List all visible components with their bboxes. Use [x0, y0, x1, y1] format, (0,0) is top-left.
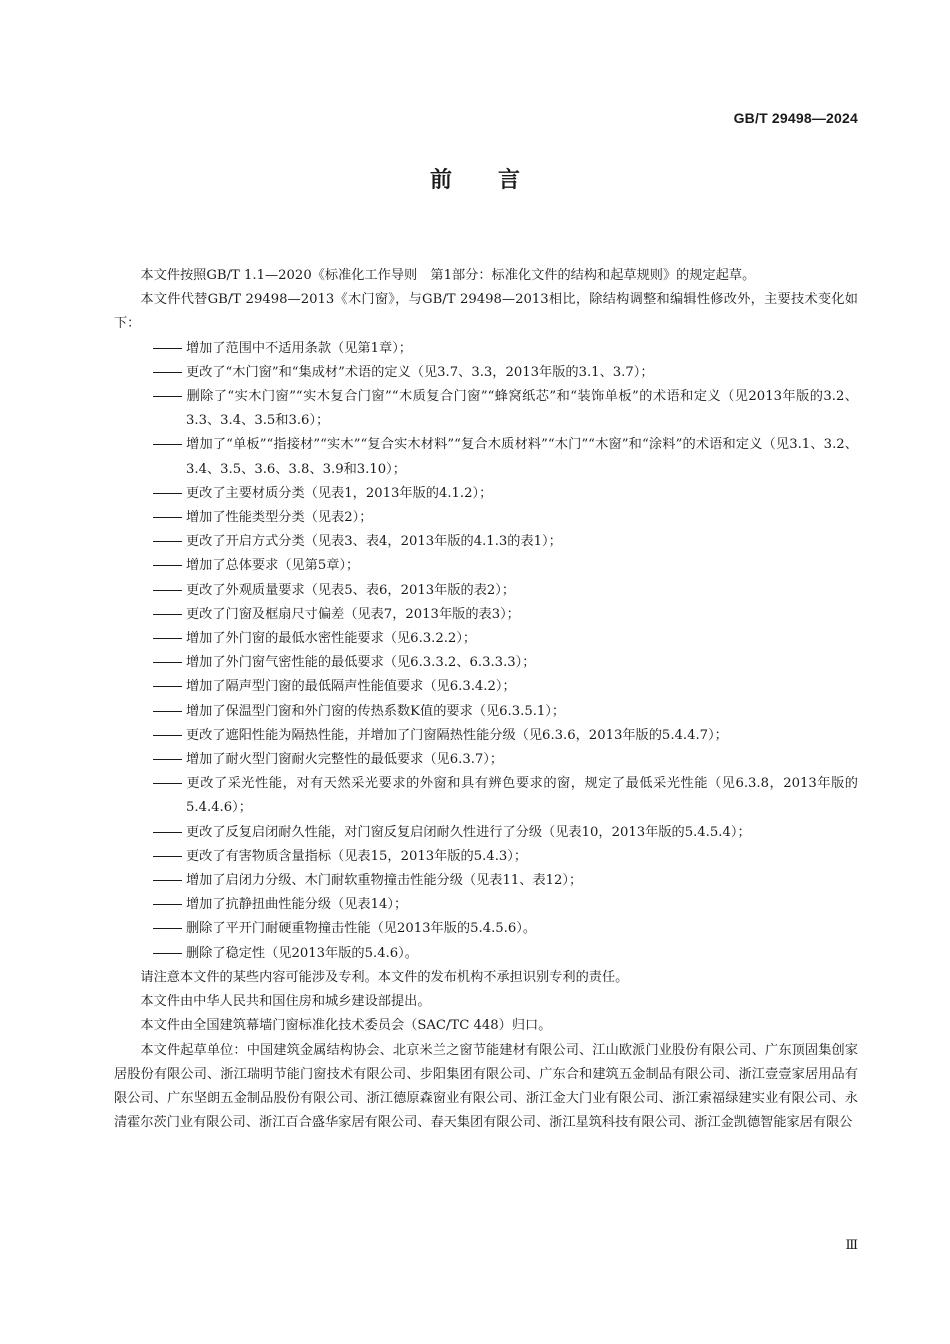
dash-mark	[153, 869, 186, 893]
change-item: 增加了隔声型门窗的最低隔声性能值要求（见6.3.4.2）；	[114, 675, 858, 699]
dash-mark	[153, 554, 186, 578]
dash-mark	[153, 917, 186, 941]
document-body	[114, 264, 858, 1135]
closing-paragraph: 本文件由全国建筑幕墙门窗标准化技术委员会（SAC/TC 448）归口。	[140, 1018, 552, 1034]
dash-mark	[153, 651, 186, 675]
dash-mark	[153, 627, 186, 651]
intro-paragraph: 本文件代替GB/T 29498—2013《木门窗》，与GB/T 29498—2013相比，除结构调整和编辑性修改外，主要技术变化如下：	[114, 292, 858, 332]
dash-mark	[153, 724, 186, 748]
change-item: 更改了门窗及框扇尺寸偏差（见表7，2013年版的表3）；	[114, 603, 858, 627]
change-item: 增加了抗静扭曲性能分级（见表14）；	[114, 893, 858, 917]
closing-paragraph: 本文件由中华人民共和国住房和城乡建设部提出。	[140, 994, 431, 1010]
dash-mark	[153, 337, 186, 361]
dash-mark	[153, 700, 186, 724]
change-item: 更改了采光性能，对有天然采光要求的外窗和具有辨色要求的窗，规定了最低采光性能（见6.3.8，2013年版的5.4.4.6）；	[114, 772, 858, 820]
change-item: 增加了总体要求（见第5章）；	[114, 554, 858, 578]
change-item: 更改了开启方式分类（见表3、表4，2013年版的4.1.3的表1）；	[114, 530, 858, 554]
change-item: 更改了外观质量要求（见表5、表6，2013年版的表2）；	[114, 579, 858, 603]
change-item: 更改了遮阳性能为隔热性能，并增加了门窗隔热性能分级（见6.3.6，2013年版的5.4.4.7）；	[114, 724, 858, 748]
drafting-units-paragraph: 本文件起草单位：中国建筑金属结构协会、北京米兰之窗节能建材有限公司、江山欧派门业股份有限公司、广东顶固集创家居股份有限公司、浙江瑞明节能门窗技术有限公司、步阳集团有限公司、广东合和建筑五金制品有限公司、浙江壹壹家居用品有限公司、广东坚朗五金制品股份有限公司、浙江德原森窗业有限公司、浙江金大门业有限公司、浙江索福绿建实业有限公司、永清霍尔茨门业有限公司、浙江百合盛华家居有限公司、春天集团有限公司、浙江星筑科技有限公司、浙江金凯德智能家居有限公	[114, 1042, 858, 1131]
change-item: 增加了“单板”“指接材”“实木”“复合实木材料”“复合木质材料”“木门”“木窗”和“涂料”的术语和定义（见3.1、3.2、3.4、3.5、3.6、3.8、3.9和3.10）；	[114, 433, 858, 481]
change-item: 增加了性能类型分类（见表2）；	[114, 506, 858, 530]
page-number: Ⅲ	[845, 1238, 858, 1253]
dash-mark	[153, 530, 186, 554]
dash-mark	[153, 675, 186, 699]
change-item: 增加了外门窗气密性能的最低要求（见6.3.3.2、6.3.3.3）；	[114, 651, 858, 675]
change-item: 删除了“实木门窗”“实木复合门窗”“木质复合门窗”“蜂窝纸芯”和“装饰单板”的术语和定义（见2013年版的3.2、3.3、3.4、3.5和3.6）；	[114, 385, 858, 433]
dash-mark	[153, 821, 186, 845]
dash-mark	[153, 893, 186, 917]
page-title: 前言	[429, 168, 566, 193]
change-item: 更改了“木门窗”和“集成材”术语的定义（见3.7、3.3，2013年版的3.1、3.7）；	[114, 361, 858, 385]
change-item: 增加了耐火型门窗耐火完整性的最低要求（见6.3.7）；	[114, 748, 858, 772]
dash-mark	[153, 942, 186, 966]
change-item: 更改了反复启闭耐久性能，对门窗反复启闭耐久性进行了分级（见表10，2013年版的5.4.5.4）；	[114, 821, 858, 845]
change-item: 增加了启闭力分级、木门耐软重物撞击性能分级（见表11、表12）；	[114, 869, 858, 893]
change-item: 更改了有害物质含量指标（见表15，2013年版的5.4.3）；	[114, 845, 858, 869]
dash-mark	[153, 361, 186, 385]
dash-mark	[153, 748, 186, 772]
dash-mark	[153, 579, 186, 603]
change-item: 增加了外门窗的最低水密性能要求（见6.3.2.2）；	[114, 627, 858, 651]
dash-mark	[153, 506, 186, 530]
change-list	[114, 337, 858, 966]
standard-number: GB/T 29498—2024	[733, 110, 858, 126]
dash-mark	[153, 772, 186, 796]
dash-mark	[153, 845, 186, 869]
change-item: 增加了保温型门窗和外门窗的传热系数K值的要求（见6.3.5.1）；	[114, 700, 858, 724]
dash-mark	[153, 603, 186, 627]
dash-mark	[153, 433, 186, 457]
intro-paragraph: 本文件按照GB/T 1.1—2020《标准化工作导则 第1部分：标准化文件的结构和起草规则》的规定起草。	[140, 268, 756, 283]
change-item: 增加了范围中不适用条款（见第1章）；	[114, 337, 858, 361]
change-item: 删除了平开门耐硬重物撞击性能（见2013年版的5.4.5.6）。	[114, 917, 858, 941]
change-item: 更改了主要材质分类（见表1，2013年版的4.1.2）；	[114, 482, 858, 506]
dash-mark	[153, 482, 186, 506]
dash-mark	[153, 385, 186, 409]
closing-paragraph: 请注意本文件的某些内容可能涉及专利。本文件的发布机构不承担识别专利的责任。	[140, 969, 629, 985]
change-item: 删除了稳定性（见2013年版的5.4.6）。	[114, 942, 858, 966]
